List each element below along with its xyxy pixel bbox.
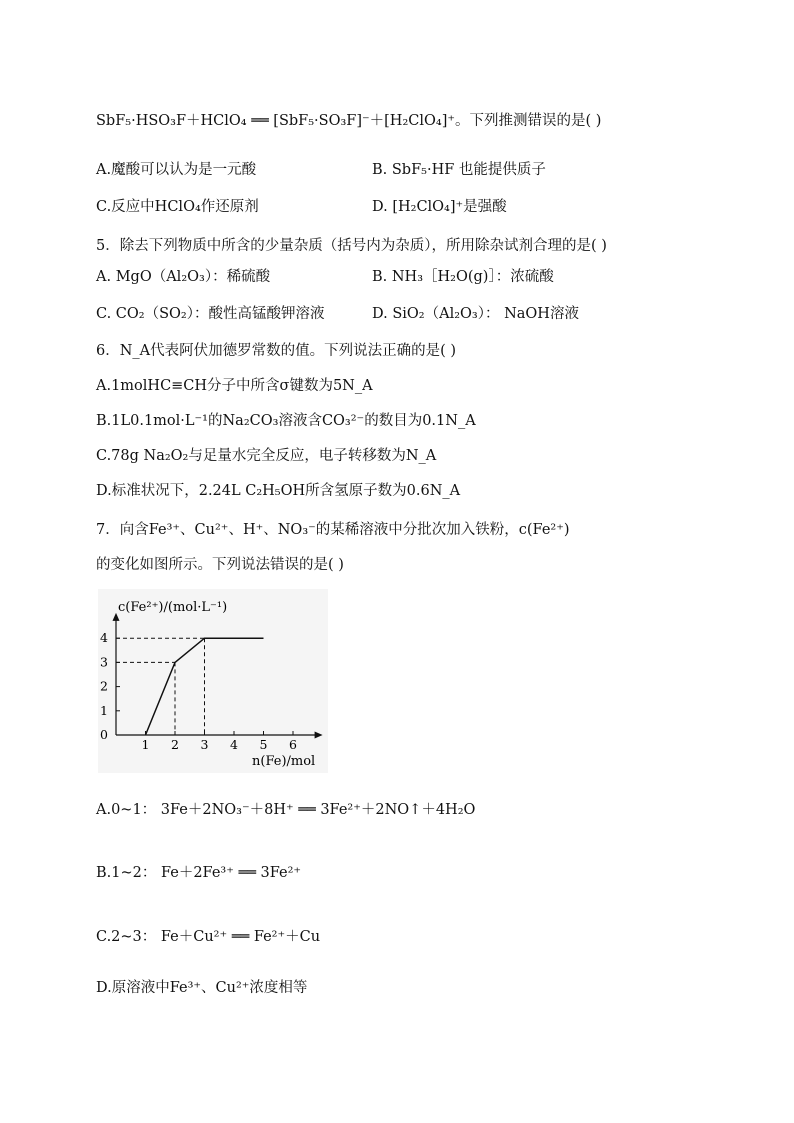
question-5-stem: 5．除去下列物质中所含的少量杂质（括号内为杂质），所用除杂试剂合理的是( ) xyxy=(96,238,607,254)
y-tick-label: 3 xyxy=(100,654,108,670)
y-tick-label: 0 xyxy=(100,727,108,742)
y-tick-label: 2 xyxy=(100,678,108,694)
option-4d: D. [H₂ClO₄]⁺是强酸 xyxy=(372,199,507,215)
option-5c: C. CO₂（SO₂）：酸性高锰酸钾溶液 xyxy=(96,306,325,322)
y-tick-label: 4 xyxy=(100,630,108,646)
option-4b: B. SbF₅·HF 也能提供质子 xyxy=(372,162,546,178)
chart-xlabel: n(Fe)/mol xyxy=(252,754,316,769)
option-7a: A.0~1： 3Fe＋2NO₃⁻＋8H⁺ ══ 3Fe²⁺＋2NO↑＋4H₂O xyxy=(96,802,476,818)
x-axis-arrow xyxy=(315,732,323,739)
x-tick-label: 5 xyxy=(259,737,268,752)
x-tick-label: 1 xyxy=(141,737,150,752)
option-7c: C.2~3： Fe＋Cu²⁺ ══ Fe²⁺＋Cu xyxy=(96,929,321,945)
option-4c: C.反应中HClO₄作还原剂 xyxy=(96,199,259,215)
x-tick-label: 2 xyxy=(171,737,179,752)
option-5a: A. MgO（Al₂O₃）：稀硫酸 xyxy=(96,269,271,285)
question-7-stem: 7．向含Fe³⁺、Cu²⁺、H⁺、NO₃⁻的某稀溶液中分批次加入铁粉，c(Fe²⁺) xyxy=(96,522,570,538)
option-6a: A.1molHC≡CH分子中所含σ键数为5N_A xyxy=(96,378,373,394)
option-5d: D. SiO₂（Al₂O₃）： NaOH溶液 xyxy=(372,306,579,322)
question-6-stem: 6．N_A代表阿伏加德罗常数的值。下列说法正确的是( ) xyxy=(96,343,457,359)
option-7d: D.原溶液中Fe³⁺、Cu²⁺浓度相等 xyxy=(96,980,308,996)
option-6c: C.78g Na₂O₂与足量水完全反应，电子转移数为N_A xyxy=(96,448,437,464)
y-tick-label: 1 xyxy=(100,702,108,718)
option-4a: A.魔酸可以认为是一元酸 xyxy=(96,162,257,178)
option-6d: D.标准状况下，2.24L C₂H₅OH所含氢原子数为0.6N_A xyxy=(96,483,461,499)
x-tick-label: 4 xyxy=(230,737,238,752)
option-5b: B. NH₃［H₂O(g)］：浓硫酸 xyxy=(372,269,554,285)
x-tick-label: 6 xyxy=(289,737,297,752)
chart-ylabel: c(Fe²⁺)/(mol·L⁻¹) xyxy=(118,600,228,615)
question-7-stem-cont: 的变化如图所示。下列说法错误的是( ) xyxy=(96,557,344,573)
chart-svg xyxy=(98,589,328,773)
fe2-concentration-chart xyxy=(98,589,328,773)
x-tick-label: 3 xyxy=(200,737,209,752)
option-6b: B.1L0.1mol·L⁻¹的Na₂CO₃溶液含CO₃²⁻的数目为0.1N_A xyxy=(96,413,476,429)
question-line-4-equation: SbF₅·HSO₃F＋HClO₄ ══ [SbF₅·SO₃F]⁻＋[H₂ClO₄]⁺。下列推测错误的是( ) xyxy=(96,113,602,129)
option-7b: B.1~2： Fe＋2Fe³⁺ ══ 3Fe²⁺ xyxy=(96,865,302,881)
